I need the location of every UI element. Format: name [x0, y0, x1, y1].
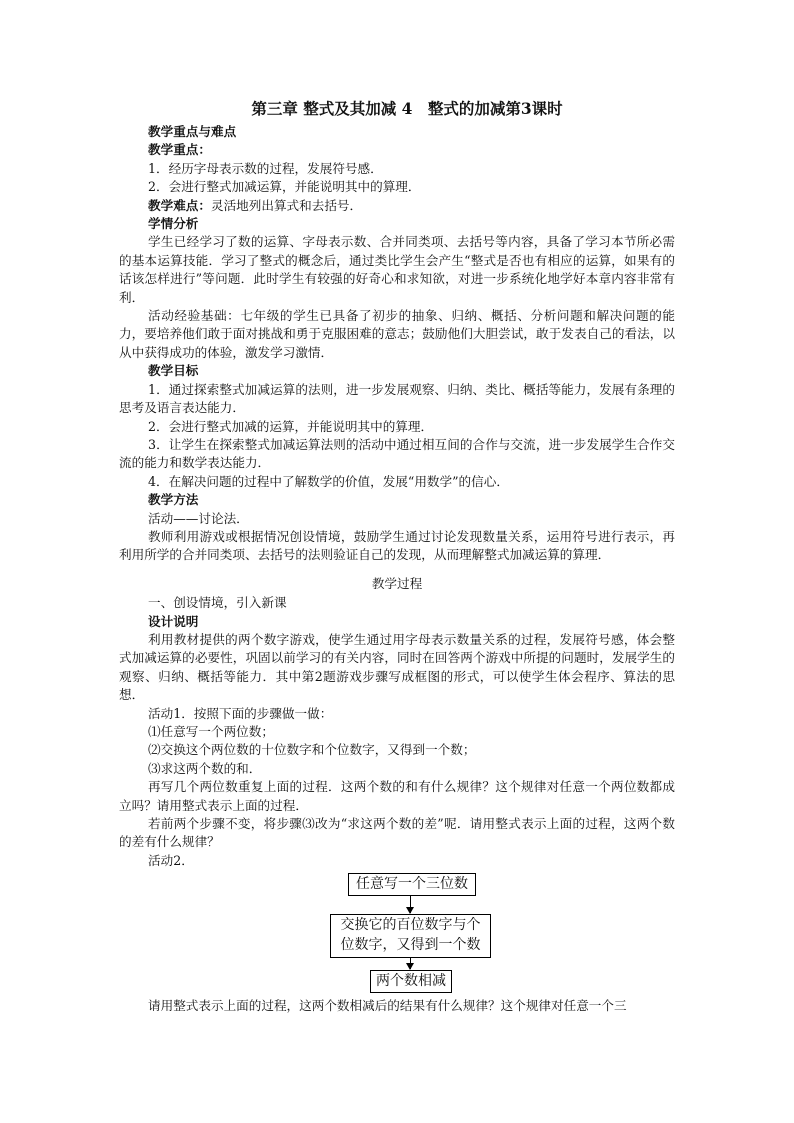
design-paragraph: 利用教材提供的两个数字游戏，使学生通过用字母表示数量关系的过程，发展符号感，体会整式加减运算的必要性，巩固以前学习的有关内容，同时在回答两个游戏中所提的问题时，发展学生的观察、归纳、概括等能力．其中第2题游戏步骤写成框图的形式，可以使学生体会程序、算法的思想．	[119, 631, 675, 703]
analysis-heading: 学情分析	[148, 216, 199, 232]
design-heading: 设计说明	[148, 613, 199, 629]
document-content	[119, 98, 675, 1016]
process-heading: 教学过程	[371, 575, 423, 591]
flowchart-box-2-line-2: 位数字，又得到一个数	[340, 937, 481, 954]
difficulty-text: 灵活地列出算式和去括号．	[210, 197, 363, 213]
down-arrow-icon	[410, 896, 411, 913]
difficulty-label: 教学难点：	[148, 197, 211, 213]
document-title: 第三章 整式及其加减 4 整式的加减第3课时	[251, 99, 563, 118]
activity1-intro: 活动1．按照下面的步骤做一做：	[148, 705, 333, 721]
analysis-paragraph-1: 学生已经学习了数的运算、字母表示数、合并同类项、去括号等内容，具备了学习本节所必需的基本运算技能．学习了整式的概念后，通过类比学生会产生“整式是否也有相应的运算，如果有的话该怎样进行”等问题．此时学生有较强的好奇心和求知欲，对进一步系统化地学好本章内容非常有利．	[119, 234, 675, 305]
final-line: 请用整式表示上面的过程，这两个数相减后的结果有什么规律？这个规律对任意一个三	[148, 998, 627, 1014]
key-item-2: 2．会进行整式加减运算，并能说明其中的算理．	[148, 179, 421, 195]
flowchart-box-3: 两个数相减	[370, 970, 452, 993]
goal-item-1: 1．通过探索整式加减运算的法则，进一步发展观察、归纳、类比、概括等能力，发展有条理的思考及语言表达能力．	[119, 381, 675, 416]
difficulty-line	[119, 197, 675, 215]
flowchart	[119, 872, 675, 996]
activity1-question-1: 再写几个两位数重复上面的过程．这两个数的和有什么规律？这个规律对任意一个两位数都成立吗？请用整式表示上面的过程．	[119, 779, 675, 813]
key-points-heading: 教学重点与难点	[148, 124, 237, 139]
activity1-question-2: 若前两个步骤不变，将步骤⑶改为“求这两个数的差”呢．请用整式表示上面的过程，这两个数的差有什么规律？	[119, 816, 675, 850]
activity2-label: 活动2．	[148, 852, 194, 868]
activity1-step-1: ⑴任意写一个两位数；	[148, 724, 274, 739]
down-arrow-icon	[410, 958, 411, 969]
method-paragraph: 教师利用游戏或根据情况创设情境，鼓励学生通过讨论发现数量关系，运用符号进行表示，再利用所学的合并同类项、去括号的法则验证自己的发现，从而理解整式加减运算的算理．	[119, 528, 675, 563]
flowchart-box-2-line-1: 交换它的百位数字与个	[340, 917, 481, 934]
step-one: 一、创设情境，引入新课	[148, 595, 287, 611]
key-item-1: 1．经历字母表示数的过程，发展符号感．	[148, 160, 383, 176]
goal-item-2: 2．会进行整式加减的运算，并能说明其中的算理．	[148, 418, 434, 434]
goal-item-4: 4．在解决问题的过程中了解数学的价值，发展“用数学”的信心．	[148, 473, 509, 489]
activity1-step-2: ⑵交换这个两位数的十位数字和个位数字，又得到一个数；	[148, 742, 476, 758]
method-line: 活动——讨论法．	[148, 510, 249, 526]
analysis-paragraph-2: 活动经验基础：七年级的学生已具备了初步的抽象、归纳、概括、分析问题和解决问题的能力，要培养他们敢于面对挑战和勇于克服困难的意志；鼓励他们大胆尝试，敢于发表自己的看法，以从中获得成功的体验，激发学习激情．	[119, 308, 675, 360]
method-heading: 教学方法	[148, 492, 199, 508]
goals-heading: 教学目标	[148, 363, 199, 379]
key-label: 教学重点：	[148, 142, 211, 158]
flowchart-box-1: 任意写一个三位数	[348, 873, 476, 896]
activity1-step-3: ⑶求这两个数的和．	[148, 760, 262, 776]
flowchart-box-2	[330, 914, 491, 958]
goal-item-3: 3．让学生在探索整式加减运算法则的活动中通过相互间的合作与交流，进一步发展学生合作交流的能力和数学表达能力．	[119, 436, 675, 471]
